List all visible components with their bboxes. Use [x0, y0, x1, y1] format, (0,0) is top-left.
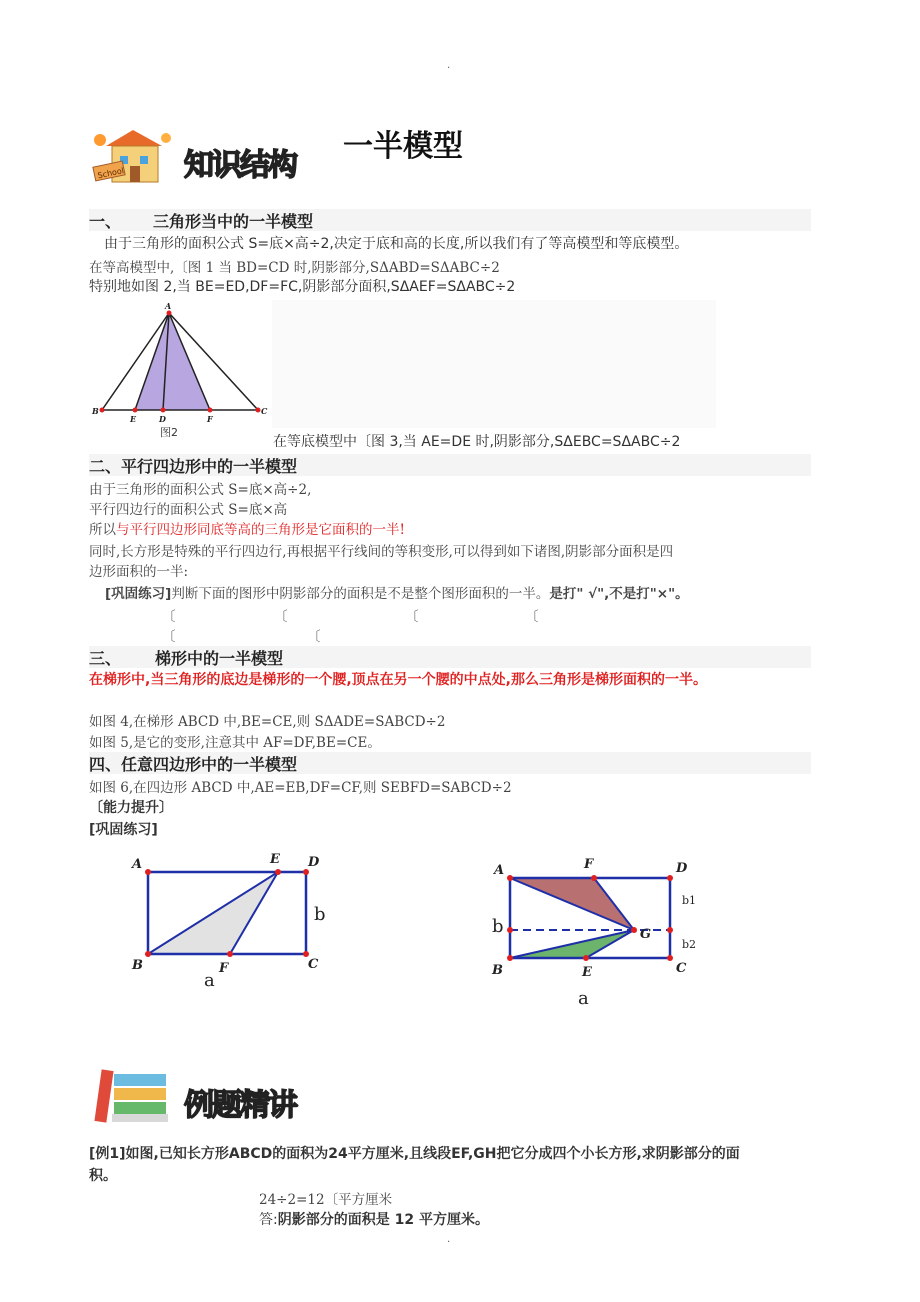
label-F: F — [207, 414, 213, 424]
answer-paren-2[interactable]: 〔 — [274, 609, 288, 625]
label-b: b — [492, 916, 504, 937]
label-B: B — [132, 958, 143, 973]
label-E: E — [130, 414, 137, 424]
section3-number: 三、 — [89, 649, 122, 668]
s3-rule: 在梯形中,当三角形的底边是梯形的一个腰,顶点在另一个腰的中点处,那么三角形是梯形面积的一半。 — [89, 672, 707, 688]
label-C: C — [676, 961, 687, 976]
label-C: C — [308, 957, 319, 972]
label-b: b — [314, 904, 326, 925]
label-D: D — [676, 861, 688, 876]
label-A: A — [132, 857, 143, 872]
banner-knowledge-structure: 知识结构 — [184, 148, 296, 183]
shaded-triangle-aef — [135, 313, 210, 410]
s2-line3-prefix: 所以 — [89, 522, 116, 538]
section1-title: 三角形当中的一半模型 — [153, 212, 314, 231]
practice-tag: [巩固练习] — [105, 586, 172, 602]
example-tag: [例1] — [89, 1146, 126, 1162]
label-F: F — [219, 961, 229, 976]
s2-line5: 边形面积的一半: — [89, 564, 189, 580]
label-b2: b2 — [682, 938, 697, 951]
s2-line3 — [89, 518, 405, 538]
s2-line4: 同时,长方形是特殊的平行四边行,再根据平行线间的等积变形,可以得到如下诸图,阴影部分面积是四 — [89, 544, 674, 560]
s2-line1: 由于三角形的面积公式 S=底×高÷2, — [89, 482, 312, 498]
label-A: A — [165, 301, 172, 311]
shaded-triangle-beg — [510, 930, 634, 958]
answer-paren-1[interactable]: 〔 — [162, 609, 176, 625]
label-a: a — [578, 988, 589, 1009]
s1-line2: 在等高模型中,〔图 1 当 BD=CD 时,阴影部分,SΔABD=SΔABC÷2 — [89, 260, 500, 276]
s3-line2: 如图 5,是它的变形,注意其中 AF=DF,BE=CE。 — [89, 735, 381, 751]
answer-paren-3[interactable]: 〔 — [405, 609, 419, 625]
label-C: C — [261, 406, 268, 416]
banner-examples: 例题精讲 — [184, 1088, 296, 1123]
s2-line3-highlight: 与平行四边形同底等高的三角形是它面积的一半! — [116, 522, 405, 538]
s1-line1: 由于三角形的面积公式 S=底×高÷2,决定于底和高的长度,所以我们有了等高模型和等底模型。 — [104, 236, 689, 252]
figure2-caption: 图2 — [160, 426, 178, 439]
example1-line2: 积。 — [89, 1168, 117, 1184]
section3-title: 梯形中的一半模型 — [155, 649, 284, 668]
practice-instruction: 是打" √",不是打"×"。 — [549, 586, 689, 602]
answer-text: 阴影部分的面积是 12 平方厘米。 — [277, 1212, 489, 1228]
label-B: B — [92, 406, 99, 416]
shaded-triangle-bef — [148, 872, 278, 954]
s2-practice — [105, 582, 689, 602]
s2-line2: 平行四边行的面积公式 S=底×高 — [89, 502, 288, 518]
example1-answer — [259, 1209, 489, 1229]
practice-heading: [巩固练习] — [89, 822, 158, 838]
shaded-triangle-afg — [510, 878, 634, 930]
label-D: D — [159, 414, 166, 424]
s4-line1: 如图 6,在四边形 ABCD 中,AE=EB,DF=CF,则 SEBFD=SABCD÷2 — [89, 780, 512, 796]
s3-line1: 如图 4,在梯形 ABCD 中,BE=CE,则 SΔADE=SABCD÷2 — [89, 714, 446, 730]
section4-heading: 四、任意四边形中的一半模型 — [89, 752, 811, 774]
school-house-icon — [92, 126, 174, 188]
figure2-triangle — [88, 298, 278, 443]
section2-heading: 二、平行四边形中的一半模型 — [89, 454, 811, 476]
label-a: a — [204, 970, 215, 991]
faded-figure-area — [272, 300, 716, 428]
section3-heading — [89, 646, 811, 668]
s1-line3: 特别地如图 2,当 BE=ED,DF=FC,阴影部分面积,SΔAEF=SΔABC÷2 — [89, 279, 516, 295]
label-E: E — [582, 965, 592, 980]
section1-number: 一、 — [89, 212, 122, 231]
label-b1: b1 — [682, 894, 697, 907]
footer-dot: . — [447, 1234, 451, 1245]
label-F: F — [584, 857, 594, 872]
label-E: E — [270, 852, 280, 867]
label-D: D — [308, 855, 320, 870]
books-icon — [90, 1066, 174, 1124]
header-dot: . — [447, 60, 451, 71]
page-title: 一半模型 — [343, 129, 463, 164]
ability-heading: 〔能力提升〕 — [89, 800, 173, 816]
example1-line1 — [89, 1143, 740, 1163]
section1-heading — [89, 209, 811, 231]
answer-prefix: 答: — [259, 1212, 278, 1228]
practice-text: 判断下面的图形中阴影部分的面积是不是整个图形面积的一半。 — [171, 586, 550, 602]
answer-paren-5[interactable]: 〔 — [162, 629, 176, 645]
figure-rectangle-left — [120, 846, 340, 996]
answer-paren-4[interactable]: 〔 — [525, 609, 539, 625]
school-sign: School — [96, 166, 125, 181]
figure-rectangle-right — [486, 852, 706, 1012]
label-G: G — [640, 927, 652, 942]
example-text: 如图,已知长方形ABCD的面积为24平方厘米,且线段EF,GH把它分成四个小长方形,求阴影部分的面 — [125, 1146, 740, 1162]
label-B: B — [492, 963, 503, 978]
answer-paren-6[interactable]: 〔 — [307, 629, 321, 645]
example1-calculation: 24÷2=12〔平方厘米 — [259, 1192, 393, 1208]
s1-line4: 在等底模型中〔图 3,当 AE=DE 时,阴影部分,SΔEBC=SΔABC÷2 — [273, 434, 681, 450]
label-A: A — [494, 863, 505, 878]
